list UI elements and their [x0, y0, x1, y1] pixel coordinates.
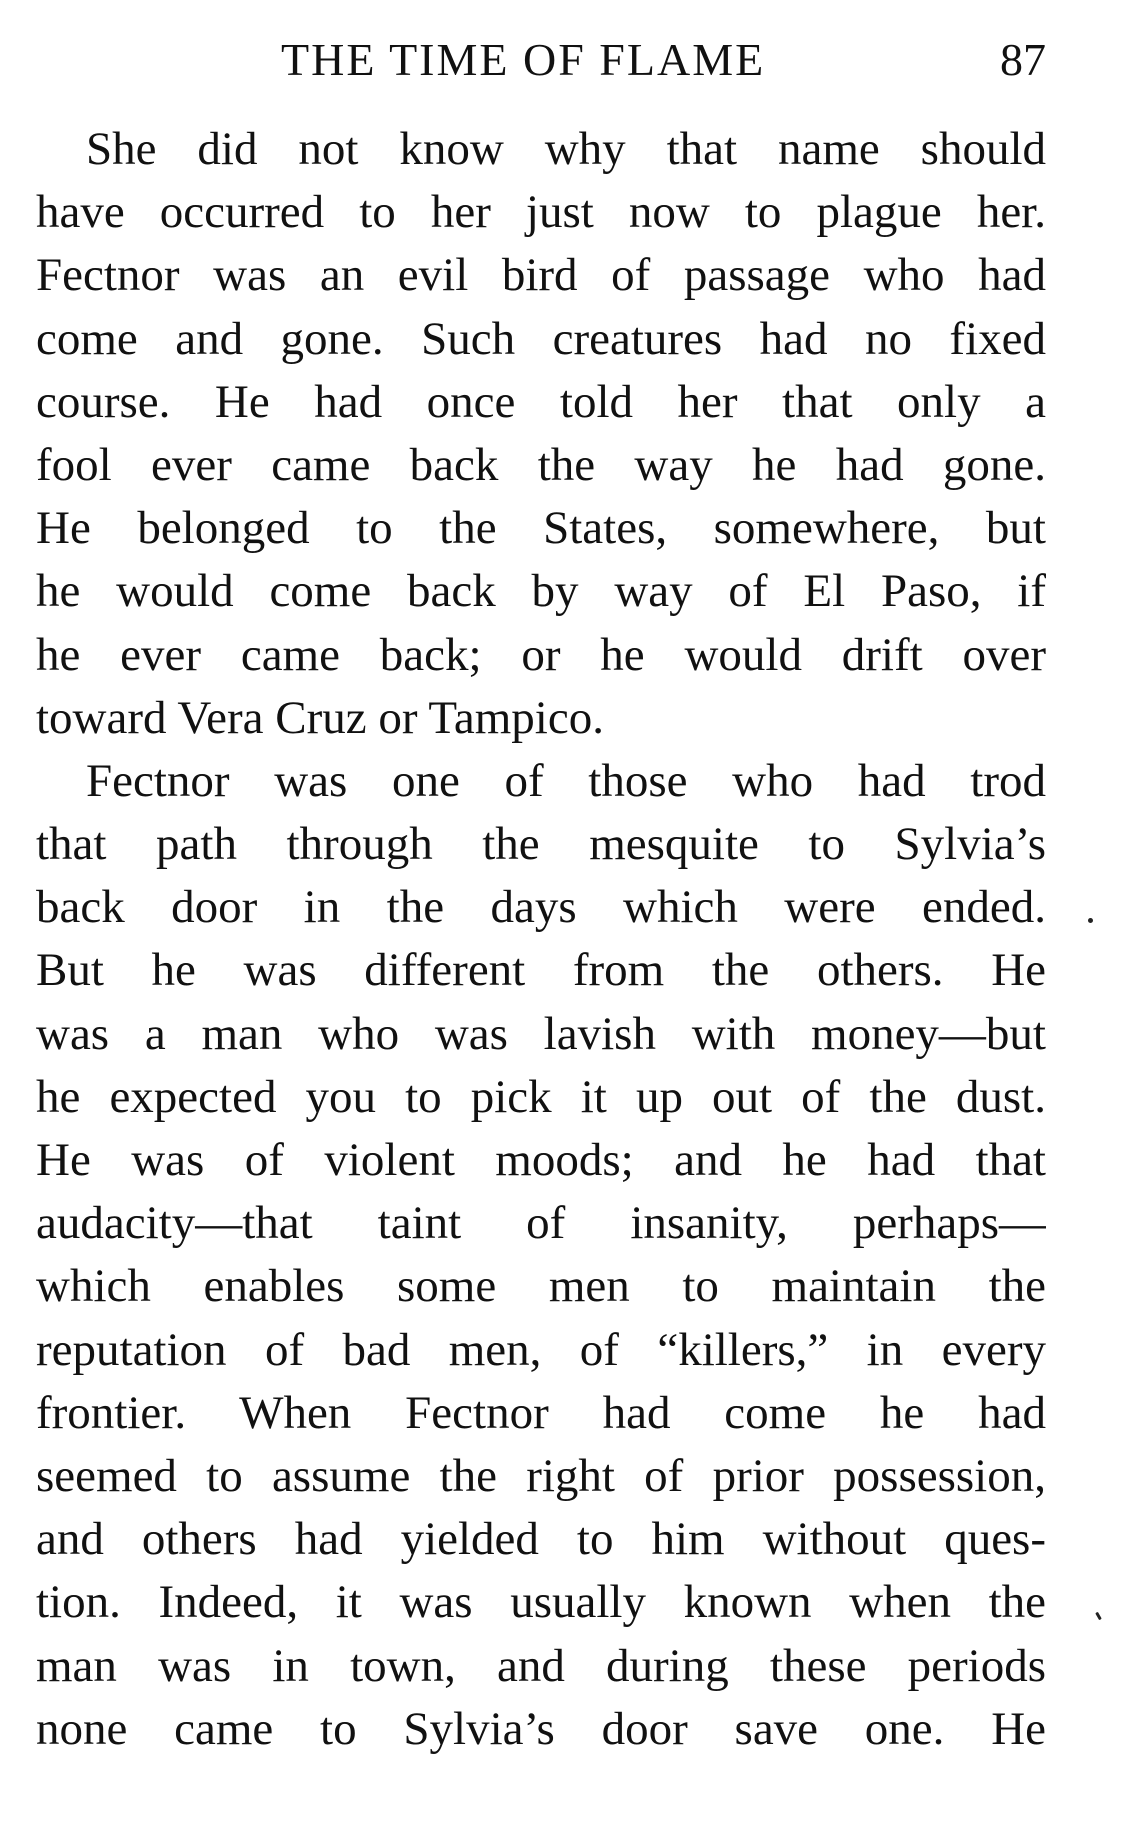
text-line: come and gone. Such creatures had no fixed [36, 312, 1046, 365]
body-text [36, 118, 1046, 1761]
text-line: He was of violent moods; and he had that [36, 1134, 1046, 1186]
text-line: which enables some men to maintain the [36, 1260, 1046, 1313]
text-line: was a man who was lavish with money—but [36, 1007, 1046, 1060]
page-number: 87 [1000, 34, 1046, 85]
text-line: seemed to assume the right of prior possession, [36, 1449, 1046, 1502]
text-line: he ever came back; or he would drift over [36, 628, 1046, 681]
text-line: She did not know why that name should [86, 123, 1046, 175]
text-line: toward Vera Cruz or Tampico. [36, 691, 604, 744]
text-line: course. He had once told her that only a [36, 375, 1046, 428]
text-line: he expected you to pick it up out of the dust. [36, 1070, 1046, 1123]
margin-speck [1095, 1612, 1102, 1620]
text-line: none came to Sylvia’s door save one. He [36, 1702, 1046, 1755]
text-line: have occurred to her just now to plague her. [36, 186, 1046, 239]
text-line: back door in the days which were ended. [36, 881, 1046, 934]
text-line: that path through the mesquite to Sylvia’s [36, 818, 1046, 871]
text-line: man was in town, and during these periods [36, 1639, 1046, 1692]
text-line: He belonged to the States, somewhere, but [36, 502, 1046, 555]
text-line: frontier. When Fectnor had come he had [36, 1386, 1046, 1439]
text-line: Fectnor was an evil bird of passage who had [36, 249, 1046, 302]
running-head [36, 30, 1046, 90]
text-line: fool ever came back the way he had gone. [36, 438, 1046, 491]
running-title: THE TIME OF FLAME [281, 34, 766, 85]
text-line: reputation of bad men, of “killers,” in every [36, 1323, 1046, 1376]
text-line: audacity—that taint of insanity, perhaps— [36, 1197, 1046, 1250]
text-line: tion. Indeed, it was usually known when the [36, 1576, 1046, 1629]
text-line: Fectnor was one of those who had trod [86, 754, 1046, 807]
margin-speck [1088, 918, 1093, 923]
text-line: and others had yielded to him without ques- [36, 1513, 1046, 1566]
text-line: he would come back by way of El Paso, if [36, 565, 1046, 618]
text-line: But he was different from the others. He [36, 944, 1046, 997]
